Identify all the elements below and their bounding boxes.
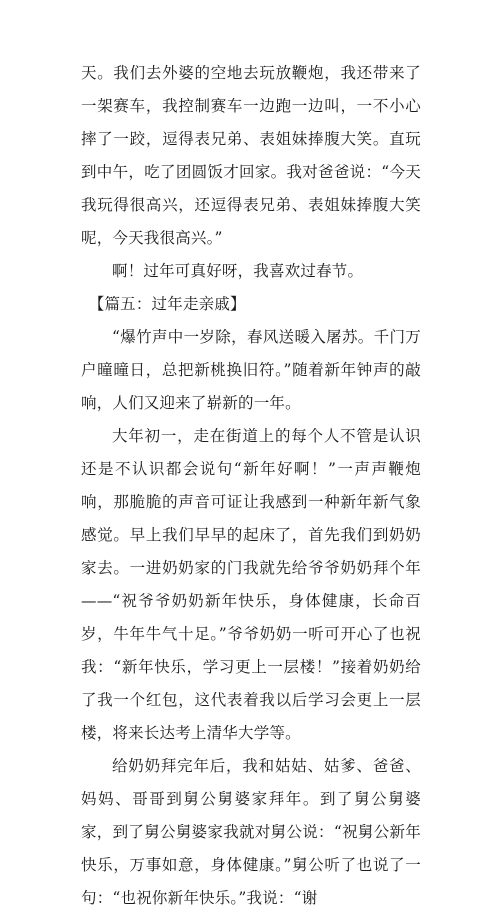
paragraph-closing-line: 啊！过年可真好呀，我喜欢过春节。 — [112, 262, 364, 280]
paragraph-poem-intro: “爆竹声中一岁除，春风送暖入屠苏。千门万户曈曈日，总把新桃换旧符。”随着新年钟声的敲响，人们又迎来了崭新的一年。 — [81, 328, 421, 412]
paragraph-continuation: 天。我们去外婆的空地去玩放鞭炮，我还带来了一架赛车，我控制赛车一边跑一边叫，一不小心摔了一跤，逗得表兄弟、表姐妹捧腹大笑。直玩到中午，吃了团圆饭才回家。我对爸爸说：“今天我玩得很高兴，还逗得表兄弟、表姐妹捧腹大笑呢，今天我很高兴。” — [81, 64, 421, 247]
paragraph-new-year-day: 大年初一，走在街道上的每个人不管是认识还是不认识都会说句“新年好啊！”一声声鞭炮响，那脆脆的声音可证让我感到一种新年新气象感觉。早上我们早早的起床了，首先我们到奶奶家去。一进奶奶家的门我就先给爷爷奶奶拜个年——“祝爷爷奶奶新年快乐，身体健康，长命百岁，牛年牛气十足。”爷爷奶奶一听可开心了也祝我：“新年快乐，学习更上一层楼！”接着奶奶给了我一个红包，这代表着我以后学习会更上一层楼，将来长达考上清华大学等。 — [81, 427, 421, 742]
document-body — [81, 57, 421, 915]
paragraph-visit-relatives: 给奶奶拜完年后，我和姑姑、姑爹、爸爸、妈妈、哥哥到舅公舅婆家拜年。到了舅公舅婆家，到了舅公舅婆家我就对舅公说：“祝舅公新年快乐，万事如意，身体健康。”舅公听了也说了一句：“也祝你新年快乐。”我说：“谢 — [81, 757, 421, 907]
section-heading: 【篇五：过年走亲戚】 — [88, 295, 246, 313]
